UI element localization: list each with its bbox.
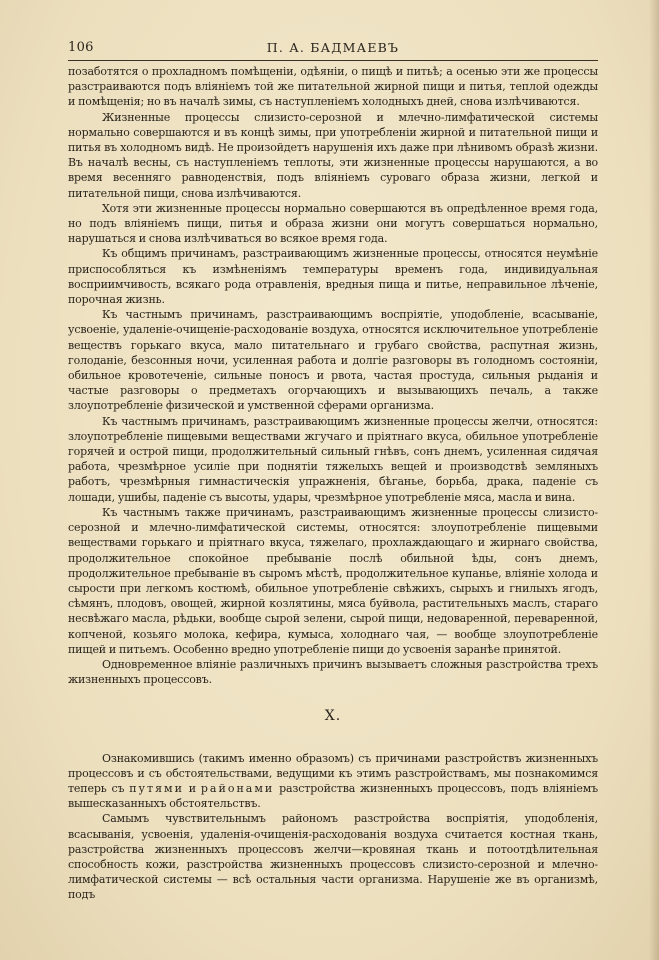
paragraph: [68, 751, 598, 812]
text-run: Ознакомившись (такимъ именно образомъ) съ причинами разстройствъ жизненныхъ процессовъ и съ обстоятельствами, ведущими къ этимъ разстройствамъ, мы познакомимся теперь съ: [68, 751, 598, 795]
header-rule: [68, 60, 598, 61]
paragraph: Хотя эти жизненные процессы нормально совершаются въ опредѣленное время года, но подъ вліяніемъ пищи, питья и образа жизни они могутъ совершаться нормально, нарушаться и снова излѣчиваться во всякое время года.: [68, 201, 598, 246]
paragraph: позаботятся о прохладномъ помѣщеніи, одѣяніи, о пищѣ и питьѣ; а осенью эти же процессы разстраиваются подъ вліяніемъ той же питательной жирной пищи и питья, теплой одежды и помѣщенія; но въ началѣ зимы, съ наступленіемъ холодныхъ дней, снова излѣчиваются.: [68, 65, 598, 109]
page-number: 106: [68, 40, 94, 55]
paragraph: Жизненные процессы слизисто-серозной и млечно-лимфатической системы нормально совершаются и въ концѣ зимы, при употребленіи жирной и питательной пищи и питья въ холодномъ видѣ. Не произойдетъ нарушенія ихъ даже при лѣнивомъ образѣ жизни. Въ началѣ весны, съ наступленіемъ теплоты, эти жизненные процессы нарушаются, а во время весенняго равноденствія, подъ вліяніемъ суроваго образа жизни, легкой и питательной пищи, снова излѣчиваются.: [68, 110, 598, 200]
spaced-emphasis: районами: [200, 781, 275, 795]
section-heading: X.: [324, 708, 342, 725]
body-text: [68, 64, 598, 903]
paragraph: Одновременное вліяніе различныхъ причинъ вызываетъ сложныя разстройства трехъ жизненныхъ процессовъ.: [68, 657, 598, 687]
text-run: разстройства жизненныхъ процессовъ, подъ вліяніемъ вышесказанныхъ обстоятельствъ.: [68, 781, 599, 811]
paragraph: Къ частнымъ также причинамъ, разстраивающимъ жизненные процессы слизисто-серозной и млечно-лимфатической системы, относятся: злоупотребленіе пищевыми веществами горькаго и пріятнаго вкуса, тяжелаго, прохлаждающаго и жирнаго свойства, продолжительное спокойное пребываніе послѣ обильной ѣды, сонъ днемъ, продолжительное пребываніе въ сыромъ мѣстѣ, продолжительное купанье, вліяніе холода и сырости при легкомъ костюмѣ, обильное употребленіе свѣжихъ, сырыхъ и гнилыхъ ягодъ, сѣмянъ, плодовъ, овощей, жирной козлятины, мяса буйвола, растительныхъ маслъ, стараго несвѣжаго масла, рѣдьки, вообще сырой зелени, сырой пищи, недоваренной, переваренной, копченой, козьяго молока, кефира, кумыса, холоднаго чая, — вообще злоупотребленіе пищей и питьемъ. Особенно вредно употребленіе пищи до усвоенія заранѣе принятой.: [68, 505, 598, 656]
page-header: [68, 40, 598, 58]
running-head: П. А. БАДМАЕВЪ: [266, 40, 400, 55]
paragraph: Къ частнымъ причинамъ, разстраивающимъ жизненные процессы желчи, относятся: злоупотребленіе пищевыми веществами жгучаго и пріятнаго вкуса, обильное употребленіе горячей и острой пищи, продолжительный сильный гнѣвъ, сонъ днемъ, усиленная сидячая работа, чрезмѣрное усиліе при поднятіи тяжелыхъ вещей и производствѣ земляныхъ работъ, чрезмѣрныя гимнастическія упражненія, бѣганье, борьба, драка, паденіе съ лошади, ушибы, паденіе съ высоты, удары, чрезмѣрное употребленіе мяса, масла и вина.: [68, 414, 598, 504]
paragraph: Къ частнымъ причинамъ, разстраивающимъ воспріятіе, уподобленіе, всасываніе, усвоеніе, удаленіе-очищеніе-расходованіе воздуха, относятся исключительное употребленіе веществъ горькаго вкуса, мало питательнаго и грубаго свойства, распутная жизнь, голоданіе, безсонныя ночи, усиленная работа и долгіе разговоры въ голодномъ состояніи, обильное кровотеченіе, сильные поносъ и рвота, частая простуда, сильныя рыданія и частые разговоры о предметахъ огорчающихъ и вызывающихъ печаль, а также злоупотребленіе физической и умственной сферами организма.: [68, 308, 598, 413]
text-run: и: [183, 781, 201, 795]
paragraph: Самымъ чувствительнымъ райономъ разстройства воспріятія, уподобленія, всасыванія, усвоенія, удаленія-очищенія-расходованія воздуха считается костная ткань, разстройства жизненныхъ процессовъ желчи—кровяная ткань и потоотдѣлительная способность кожи, разстройства жизненныхъ процессовъ слизисто-серозной и млечно-лимфатической системы — всѣ остальныя части организма. Нарушеніе же въ организмѣ, подъ: [68, 812, 598, 902]
page-edge-shadow: [649, 0, 659, 960]
paragraph: Къ общимъ причинамъ, разстраивающимъ жизненные процессы, относятся неумѣніе приспособляться къ измѣненіямъ температуры временъ года, индивидуальная восприимчивость, всякаго рода отравленія, вредныя пища и питье, неправильное лѣченіе, порочная жизнь.: [68, 247, 598, 307]
spaced-emphasis: путями: [129, 781, 184, 795]
